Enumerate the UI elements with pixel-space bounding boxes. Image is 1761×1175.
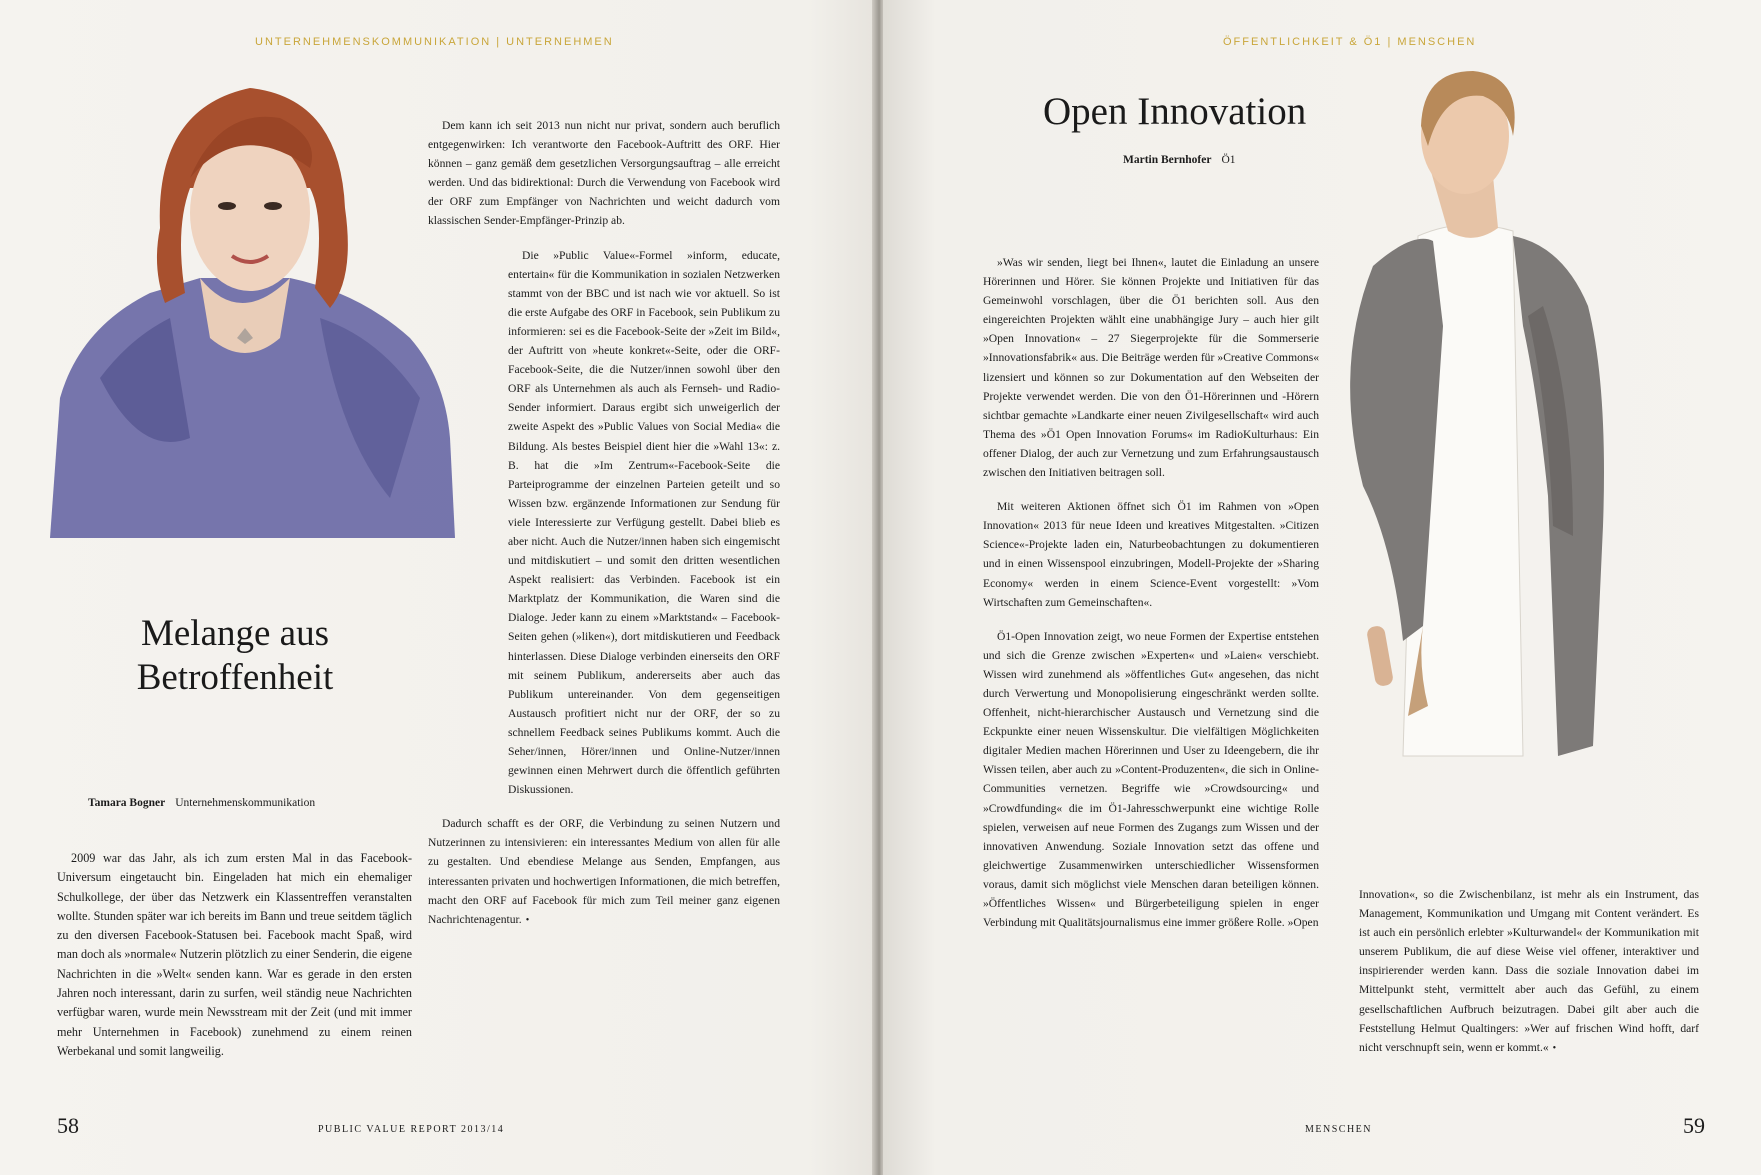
left-byline bbox=[88, 797, 315, 809]
right-running-footer: MENSCHEN bbox=[1305, 1124, 1373, 1135]
left-running-footer: PUBLIC VALUE REPORT 2013/14 bbox=[318, 1124, 505, 1135]
page-number-right: 59 bbox=[1683, 1113, 1705, 1138]
left-author: Tamara Bogner bbox=[88, 797, 166, 809]
page-number-left: 58 bbox=[57, 1113, 79, 1138]
right-kicker: ÖFFENTLICHKEIT & Ö1 | MENSCHEN bbox=[1223, 36, 1477, 48]
right-byline bbox=[1123, 154, 1236, 166]
left-column-2 bbox=[428, 116, 780, 945]
left-page bbox=[0, 0, 878, 1175]
left-kicker: UNTERNEHMENSKOMMUNIKATION | UNTERNEHMEN bbox=[255, 36, 614, 48]
left-col2-paragraph bbox=[428, 814, 780, 930]
right-column-1 bbox=[983, 253, 1319, 947]
end-mark: • bbox=[525, 914, 530, 926]
left-article-title bbox=[105, 612, 365, 700]
left-department: Unternehmenskommunikation bbox=[175, 797, 316, 809]
right-page bbox=[883, 0, 1761, 1175]
left-title-line1: Melange aus bbox=[140, 613, 330, 654]
right-col2-paragraph-text: Innovation«, so die Zwischenbilanz, ist mehr als ein Instrument, das Management, Kommunikation und Umgang mit Content verändert. Es ist auch ein persönlich erlebter »Kulturwandel« der Kommunikation mit unserem Publikum, die auf diese Weise viel offener, interaktiver und inspirierender werden kann. Dass die soziale Innovation dabei im Mittelpunkt steht, vermittelt aber auch das Gefühl, zu einem gesellschaftlichen Aufbruch beizutragen. Dabei gilt aber auch die Feststellung Helmut Qualtingers: »Wer auf frischen Wind hofft, darf nicht verschnupft sein, wenn er kommt.« bbox=[1359, 888, 1699, 1054]
left-col1-paragraph: 2009 war das Jahr, als ich zum ersten Mal in das Facebook-Universum eingetaucht bin. Eingeladen hat mich ein ehemaliger Schulkollege, der über das Netzwerk ein Klassentreffen veranstalten wollte. Stunden später war ich bereits im Bann und treue seitdem täglich zu den diversen Facebook-Statusen bei. Facebook macht Spaß, wird man doch als »normale« Nutzerin plötzlich zu einer Senderin, die eigene Nachrichten in die »Welt« senden kann. War es gerade in den ersten Jahren noch interessant, darin zu surfen, weil ständig neue Nachrichten verfügbar waren, wurde mein Newsstream mit der Zeit (und mit immer mehr Unternehmen in Facebook) zunehmend zu einem reinen Werbekanal und somit langweilig. bbox=[57, 851, 413, 1058]
right-department: Ö1 bbox=[1221, 154, 1236, 166]
left-col2-paragraph: Die »Public Value«-Formel »inform, educate, entertain« für die Kommunikation in sozialen Netzwerken stammt von der BBC und ist nach wie vor aktuell. So ist die erste Aufgabe des ORF in Facebook, sein Publikum zu informieren: sei es die Facebook-Seite der »Zeit im Bild«, der Auftritt von »heute konkret«-Seite, oder die ORF-Facebook-Seite, die die Nutzer/innen sowohl über den ORF als Unternehmen als auch als Fernseh- und Radio-Sender informiert. Daraus ergibt sich unweigerlich der zweite Aspekt des »Public Values von Social Media« die Bildung. Als bestes Beispiel dient hier die »Wahl 13«: z. B. hat die »Im Zentrum«-Facebook-Seite die Parteiprogramme der einzelnen Parteien geteilt und so Wissen bzw. ergänzende Informationen zur Sendung für viele Interessierte zur Verfügung gestellt. Dabei blieb es aber nicht. Auch die Nutzer/innen haben sich eingemischt und mitdiskutiert – und somit den dritten wesentlichen Aspekt realisiert: das Verbinden. Facebook ist ein Marktplatz der Kommunikation, die Waren sind die Dialoge. Jeder kann zu einem »Marktstand« – Facebook-Seiten gehen (»liken«), dort mitdiskutieren und Feedback hinterlassen. Diese Dialoge verbinden einerseits den ORF mit seinem Publikum, andererseits aber auch das Publikum untereinander. Von dem gegenseitigen Austausch profitiert nicht nur der ORF, der so zu schnellem Feedback seines Publikums kommt. Auch die Seher/innen, Hörer/innen und Online-Nutzer/innen gewinnen einen Mehrwert durch die öffentlich geführten Diskussionen. bbox=[508, 248, 780, 797]
right-column-2 bbox=[1359, 885, 1699, 1073]
left-col2-paragraph: Dem kann ich seit 2013 nun nicht nur privat, sondern auch beruflich entgegenwirken: Ich verantworte den Facebook-Auftritt des ORF. Hier können – ganz gemäß dem gesetzlichen Versorgungsauftrag – alle erreicht werden. Und das bidirektional: Durch die Verwendung von Facebook wird der ORF zum Empfänger von Nachrichten und weicht dadurch vom klassischen Sender-Empfänger-Prinzip ab. bbox=[428, 119, 780, 228]
right-col1-paragraph: Ö1-Open Innovation zeigt, wo neue Formen der Expertise entstehen und sich die Grenze zwischen »Experten« und »Laien« verschiebt. Wissen wird zunehmend als »öffentliches Gut« angesehen, das nicht durch Verwertung und Monopolisierung eingeschränkt werden sollte. Offenheit, nicht-hierarchischer Austausch und Vernetzung sind die Eckpunkte einer neuen Wissenskultur. Die vielfältigen Möglichkeiten digitaler Medien machen Hörerinnen und User zu Ideengebern, die ihr Wissen teilen, aber auch zu »Content-Produzenten«, die sich in Online-Communities vernetzen. Begriffe wie »Crowdsourcing« und »Crowdfunding« die im Ö1-Jahresschwerpunkt eine wichtige Rolle spielen, verweisen auf neue Formen des Zugangs zum Wissen und der innovativen Anwendung. Soziale Innovation setzt das offene und gleichwertige Zusammenwirken unterschiedlicher Wissensformen voraus, damit sich möglichst viele Menschen daran beteiligen können. »Öffentliches Wissen« und Bürgerbeteiligung spielen in enger Verbindung mit Qualitätsjournalismus eine immer größere Rolle. »Open bbox=[983, 629, 1319, 930]
right-col1-paragraph: Mit weiteren Aktionen öffnet sich Ö1 im Rahmen von »Open Innovation« 2013 für neue Ideen und kreatives Mitgestalten. »Citizen Science«-Projekte laden ein, Naturbeobachtungen zu dokumentieren und in einen Wissenspool einzubringen, Modell-Projekte der »Sharing Economy« werden in einem Science-Event vorgestellt: »Vom Wirtschaften zum Gemeinschaften«. bbox=[983, 500, 1319, 609]
left-title-line2: Betroffenheit bbox=[136, 657, 334, 698]
portrait-man-illustration bbox=[1323, 66, 1608, 766]
end-mark: • bbox=[1552, 1042, 1557, 1054]
left-col2-paragraph-text: Dadurch schafft es der ORF, die Verbindung zu seinen Nutzern und Nutzerinnen zu intensivieren: ein interessantes Medium von allen für alle zu gestalten. Und ebendiese Melange aus Senden, Empfangen, aus interessanten privaten und hochwertigen Informationen, die mich betreffen, macht den ORF auf Facebook für mich zum Teil meiner ganz eigenen Nachrichtenagentur. bbox=[428, 817, 780, 926]
right-col1-paragraph: »Was wir senden, liegt bei Ihnen«, lautet die Einladung an unsere Hörerinnen und Hörer. Sie können Projekte und Initiativen für das Gemeinwohl vorschlagen, über die Ö1 berichten soll. Aus den eingereichten Projekten wählt eine unabhängige Jury – auch hier gilt »Open Innovation« – 27 Siegerprojekte für die Sommerserie »Innovationsfabrik« aus. Die Beiträge werden für »Creative Commons« lizensiert und können so zur Dokumentation auf den Webseiten der Projekte verwendet werden. Die von den Ö1-Hörerinnen und -Hörern sichtbar gemachte »Landkarte einer neuen Zivilgesellschaft« wird auch Thema des »Ö1 Open Innovation Forums« im RadioKulturhaus: Ein offener Dialog, der auch zur Vernetzung und zum Erfahrungsaustausch zwischen den Initiativen beitragen soll. bbox=[983, 256, 1319, 480]
left-column-1 bbox=[57, 849, 412, 1076]
right-article-title: Open Innovation bbox=[1043, 90, 1307, 133]
portrait-woman-illustration bbox=[40, 78, 460, 548]
right-author: Martin Bernhofer bbox=[1123, 154, 1212, 166]
right-col2-paragraph bbox=[1359, 885, 1699, 1058]
